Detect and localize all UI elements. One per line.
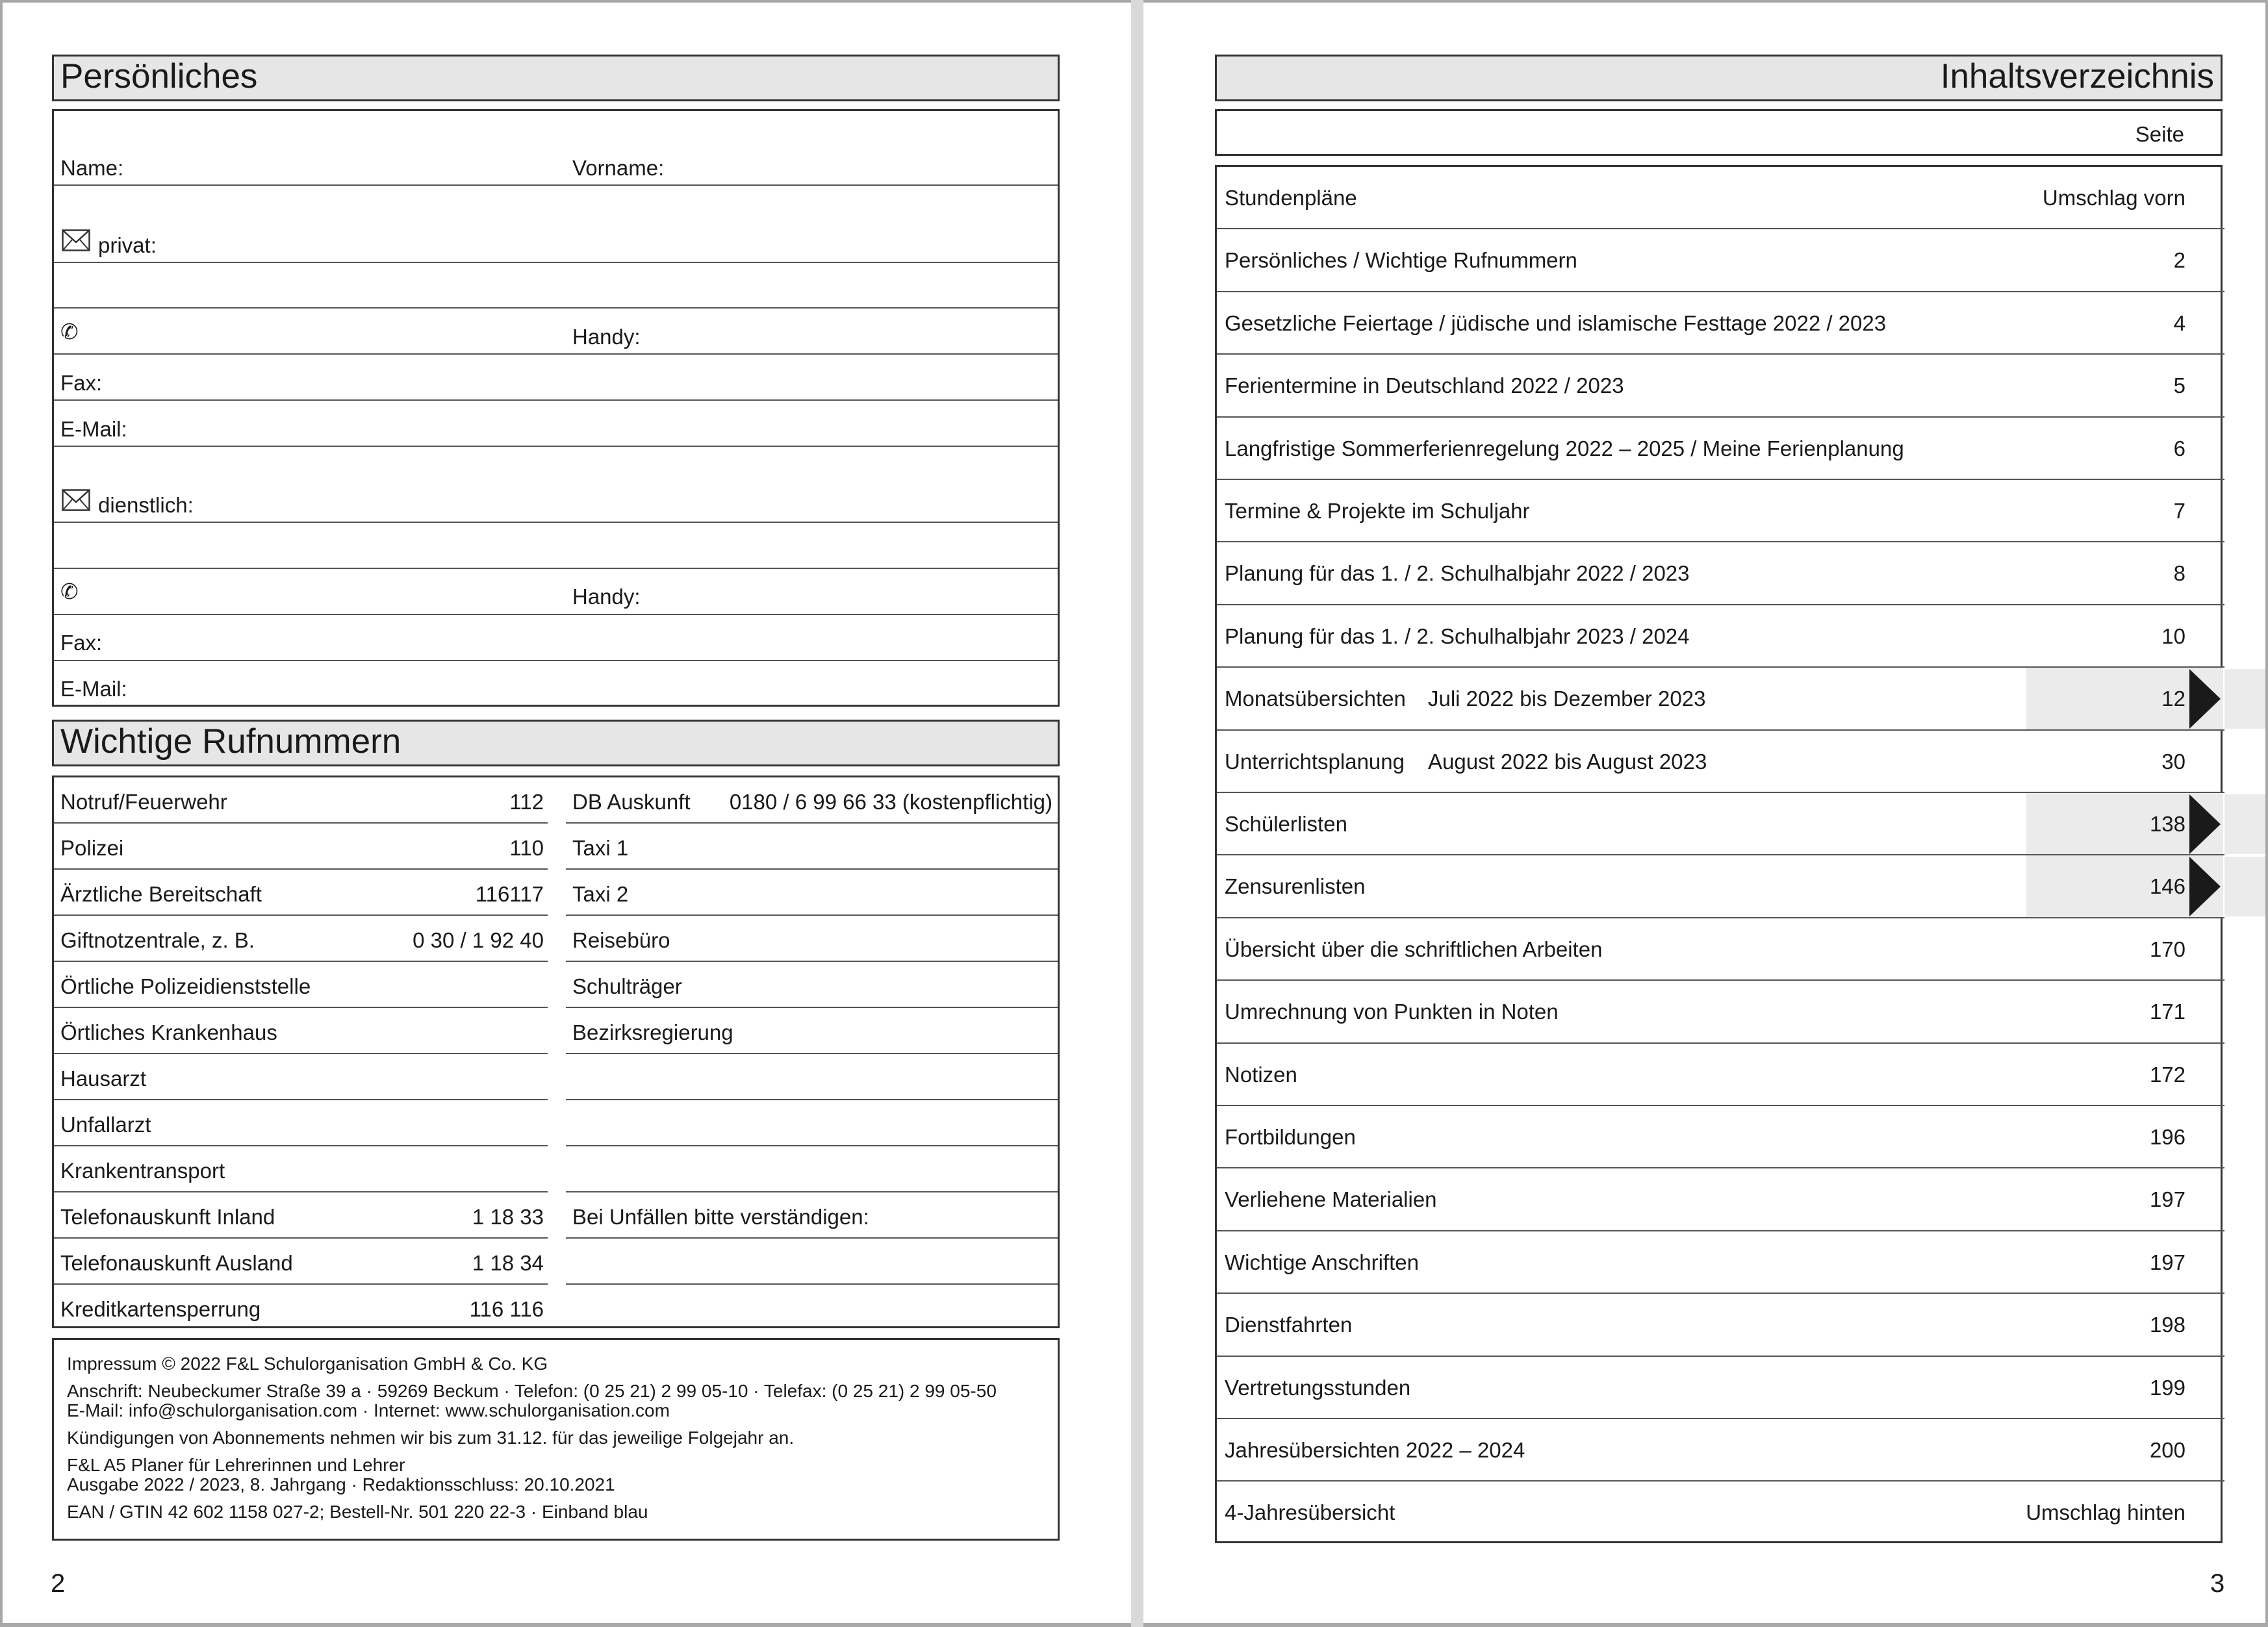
numbers-title: Wichtige Rufnummern bbox=[60, 722, 401, 761]
toc-entry[interactable] bbox=[1217, 418, 2224, 480]
numbers-table bbox=[52, 776, 1060, 1328]
toc-entry[interactable] bbox=[1217, 1168, 2224, 1231]
number-value: 0180 / 6 99 66 33 (kostenpflichtig) bbox=[729, 790, 1052, 814]
table-row bbox=[54, 962, 548, 1008]
number-label: Örtliches Krankenhaus bbox=[60, 1020, 277, 1044]
toc-title: Vertretungsstunden bbox=[1225, 1375, 1411, 1400]
envelope-icon bbox=[62, 489, 90, 514]
table-row bbox=[54, 824, 548, 870]
toc-entry[interactable] bbox=[1217, 605, 2224, 668]
toc-page: 198 bbox=[2149, 1313, 2185, 1337]
tab-marker-icon[interactable] bbox=[2189, 857, 2221, 916]
number-label: Notruf/Feuerwehr bbox=[60, 790, 227, 814]
toc-title: Monatsübersichten bbox=[1225, 687, 1406, 711]
tab-marker-icon[interactable] bbox=[2189, 794, 2221, 854]
fax-label: Fax: bbox=[60, 371, 103, 395]
personal-form bbox=[52, 109, 1060, 707]
toc-entry[interactable] bbox=[1217, 229, 2224, 292]
table-row bbox=[566, 916, 1058, 962]
table-row bbox=[54, 1192, 548, 1239]
toc-subtitle: August 2022 bis August 2023 bbox=[1428, 749, 1707, 774]
toc-entry[interactable] bbox=[1217, 981, 2224, 1043]
seite-header bbox=[1215, 109, 2223, 156]
toc-page: 12 bbox=[2161, 687, 2185, 711]
table-row bbox=[566, 777, 1058, 824]
toc-entry[interactable] bbox=[1217, 1294, 2224, 1356]
toc-entry[interactable] bbox=[1217, 480, 2224, 542]
toc-entry[interactable] bbox=[1217, 1106, 2224, 1168]
tab-marker-bg bbox=[2224, 669, 2265, 729]
tab-marker-icon[interactable] bbox=[2189, 669, 2221, 729]
handy-label: Handy: bbox=[572, 585, 641, 609]
toc-entry[interactable] bbox=[1217, 793, 2224, 855]
number-label: Hausarzt bbox=[60, 1066, 147, 1091]
toc-page: 6 bbox=[2173, 436, 2185, 460]
toc-page: 4 bbox=[2173, 310, 2185, 335]
number-value: 110 bbox=[509, 836, 544, 860]
handy-label: Handy: bbox=[572, 325, 641, 349]
toc-page: 10 bbox=[2161, 624, 2185, 648]
toc-page: 197 bbox=[2149, 1250, 2185, 1274]
toc-entry[interactable] bbox=[1217, 1419, 2224, 1482]
phone-icon: ✆ bbox=[60, 579, 79, 603]
toc-entry[interactable] bbox=[1217, 1044, 2224, 1106]
toc-page: 199 bbox=[2149, 1375, 2185, 1400]
impressum-line: Kündigungen von Abonnements nehmen wir bis zum 31.12. für das jeweilige Folgejahr an. bbox=[67, 1428, 795, 1448]
number-label: Telefonauskunft Inland bbox=[60, 1205, 275, 1229]
personal-title: Persönliches bbox=[60, 57, 258, 95]
numbers-header bbox=[52, 720, 1060, 766]
toc-title: Planung für das 1. / 2. Schulhalbjahr 2022 / 2023 bbox=[1225, 561, 1690, 586]
toc-entry[interactable] bbox=[1217, 167, 2224, 229]
toc-page: Umschlag vorn bbox=[2042, 186, 2185, 210]
dienstlich-label: dienstlich: bbox=[98, 493, 194, 517]
toc-page: 30 bbox=[2161, 749, 2185, 774]
number-label: Bei Unfällen bitte verständigen: bbox=[572, 1205, 869, 1229]
toc-title: Inhaltsverzeichnis bbox=[1940, 57, 2214, 95]
table-row bbox=[54, 777, 548, 824]
toc-title: Wichtige Anschriften bbox=[1225, 1250, 1419, 1274]
privat-label: privat: bbox=[98, 233, 157, 257]
personal-header bbox=[52, 55, 1060, 101]
table-row bbox=[566, 1146, 1058, 1192]
toc-title: Dienstfahrten bbox=[1225, 1313, 1353, 1337]
toc-entry[interactable] bbox=[1217, 668, 2224, 730]
number-label: Bezirksregierung bbox=[572, 1020, 733, 1044]
toc-title: Notizen bbox=[1225, 1062, 1297, 1087]
number-label: Kreditkartensperrung bbox=[60, 1297, 261, 1321]
table-row bbox=[566, 1100, 1058, 1146]
number-label: Schulträger bbox=[572, 974, 682, 998]
impressum-line: E-Mail: info@schulorganisation.com · Internet: www.schulorganisation.com bbox=[67, 1400, 670, 1420]
toc-title: Jahresübersichten 2022 – 2024 bbox=[1225, 1438, 1525, 1462]
table-row bbox=[54, 1239, 548, 1285]
toc-title: Zensurenlisten bbox=[1225, 874, 1366, 899]
seite-label: Seite bbox=[2135, 122, 2184, 146]
toc-page: 5 bbox=[2173, 373, 2185, 398]
right-page bbox=[1143, 0, 2268, 1627]
toc-page: 171 bbox=[2149, 1000, 2185, 1024]
toc-entry[interactable] bbox=[1217, 1357, 2224, 1419]
number-label: Reisebüro bbox=[572, 928, 670, 952]
number-label: Krankentransport bbox=[60, 1159, 225, 1183]
toc-title: Ferientermine in Deutschland 2022 / 2023 bbox=[1225, 373, 1624, 398]
toc-page: 8 bbox=[2173, 561, 2185, 586]
number-label: DB Auskunft bbox=[572, 790, 691, 814]
table-row bbox=[54, 1054, 548, 1100]
toc-title: Stundenpläne bbox=[1225, 186, 1357, 210]
toc-page: 197 bbox=[2149, 1187, 2185, 1212]
vorname-label: Vorname: bbox=[572, 156, 665, 180]
email-label: E-Mail: bbox=[60, 417, 127, 441]
toc-entry[interactable] bbox=[1217, 918, 2224, 981]
impressum-line: F&L A5 Planer für Lehrerinnen und Lehrer bbox=[67, 1455, 405, 1475]
toc-title: Planung für das 1. / 2. Schulhalbjahr 2023 / 2024 bbox=[1225, 624, 1690, 648]
impressum-box bbox=[52, 1338, 1060, 1541]
table-row bbox=[566, 1192, 1058, 1239]
toc-entry[interactable] bbox=[1217, 1231, 2224, 1294]
toc-entry[interactable] bbox=[1217, 542, 2224, 605]
toc-page: 200 bbox=[2149, 1438, 2185, 1462]
toc-entry[interactable] bbox=[1217, 355, 2224, 417]
toc-title: Termine & Projekte im Schuljahr bbox=[1225, 499, 1530, 523]
number-value: 116117 bbox=[475, 882, 544, 906]
toc-title: Langfristige Sommerferienregelung 2022 – 2025 / Meine Ferienplanung bbox=[1225, 436, 1904, 460]
number-label: Unfallarzt bbox=[60, 1113, 151, 1137]
toc-page: 146 bbox=[2149, 874, 2185, 899]
number-label: Telefonauskunft Ausland bbox=[60, 1251, 293, 1275]
table-row bbox=[566, 870, 1058, 916]
toc-title: Gesetzliche Feiertage / jüdische und islamische Festtage 2022 / 2023 bbox=[1225, 310, 1887, 335]
table-row bbox=[54, 916, 548, 962]
number-label: Taxi 1 bbox=[572, 836, 629, 860]
toc-page: 170 bbox=[2149, 937, 2185, 961]
number-label: Giftnotzentrale, z. B. bbox=[60, 928, 255, 952]
number-label: Ärztliche Bereitschaft bbox=[60, 882, 262, 906]
table-row bbox=[54, 1008, 548, 1054]
toc-title: Umrechnung von Punkten in Noten bbox=[1225, 1000, 1559, 1024]
toc-page: 138 bbox=[2149, 812, 2185, 836]
table-row bbox=[566, 962, 1058, 1008]
toc-page: Umschlag hinten bbox=[2026, 1500, 2185, 1525]
table-row bbox=[566, 1285, 1058, 1331]
tab-marker-bg bbox=[2224, 794, 2265, 854]
number-value: 0 30 / 1 92 40 bbox=[413, 928, 544, 952]
number-value: 116 116 bbox=[469, 1297, 544, 1321]
table-row bbox=[566, 1008, 1058, 1054]
number-label: Örtliche Polizeidienststelle bbox=[60, 974, 311, 998]
toc-page: 172 bbox=[2149, 1062, 2185, 1087]
toc-title: 4-Jahresübersicht bbox=[1225, 1500, 1395, 1525]
impressum-line: Impressum © 2022 F&L Schulorganisation GmbH & Co. KG bbox=[67, 1354, 548, 1374]
toc-page: 196 bbox=[2149, 1125, 2185, 1149]
toc-subtitle: Juli 2022 bis Dezember 2023 bbox=[1428, 687, 1706, 711]
number-value: 112 bbox=[509, 790, 544, 814]
toc-entry[interactable] bbox=[1217, 855, 2224, 918]
left-page bbox=[0, 0, 1131, 1627]
toc-entry[interactable] bbox=[1217, 292, 2224, 355]
toc-title: Verliehene Materialien bbox=[1225, 1187, 1437, 1212]
toc-entry[interactable] bbox=[1217, 1482, 2224, 1544]
email-label: E-Mail: bbox=[60, 677, 127, 701]
table-row bbox=[566, 1054, 1058, 1100]
number-value: 1 18 34 bbox=[472, 1251, 544, 1275]
tab-marker-bg bbox=[2224, 857, 2265, 916]
table-row bbox=[566, 1239, 1058, 1285]
toc-title: Fortbildungen bbox=[1225, 1125, 1356, 1149]
phone-icon: ✆ bbox=[60, 320, 79, 344]
toc-page: 2 bbox=[2173, 248, 2185, 273]
number-label: Polizei bbox=[60, 836, 124, 860]
table-row bbox=[54, 870, 548, 916]
toc-table bbox=[1215, 165, 2223, 1543]
impressum-line: EAN / GTIN 42 602 1158 027-2; Bestell-Nr. 501 220 22-3 · Einband blau bbox=[67, 1502, 648, 1522]
impressum-line: Anschrift: Neubeckumer Straße 39 a · 59269 Beckum · Telefon: (0 25 21) 2 99 05-10 · Telefax: (0 25 21) 2 99 05-50 bbox=[67, 1381, 997, 1401]
envelope-icon bbox=[62, 229, 90, 255]
toc-title: Schülerlisten bbox=[1225, 812, 1347, 836]
number-label: Taxi 2 bbox=[572, 882, 629, 906]
page-number: 3 bbox=[2210, 1569, 2225, 1598]
impressum-line: Ausgabe 2022 / 2023, 8. Jahrgang · Redaktionsschluss: 20.10.2021 bbox=[67, 1474, 615, 1495]
toc-title: Persönliches / Wichtige Rufnummern bbox=[1225, 248, 1577, 273]
toc-title: Unterrichtsplanung bbox=[1225, 749, 1405, 774]
number-value: 1 18 33 bbox=[472, 1205, 544, 1229]
table-row bbox=[54, 1100, 548, 1146]
table-row bbox=[566, 824, 1058, 870]
page-number: 2 bbox=[51, 1569, 66, 1598]
toc-title: Übersicht über die schriftlichen Arbeiten bbox=[1225, 937, 1603, 961]
toc-entry[interactable] bbox=[1217, 731, 2224, 793]
toc-page: 7 bbox=[2173, 499, 2185, 523]
table-row bbox=[54, 1146, 548, 1192]
fax-label: Fax: bbox=[60, 631, 103, 655]
name-label: Name: bbox=[60, 156, 124, 180]
table-row bbox=[54, 1285, 548, 1331]
toc-header bbox=[1215, 55, 2223, 101]
